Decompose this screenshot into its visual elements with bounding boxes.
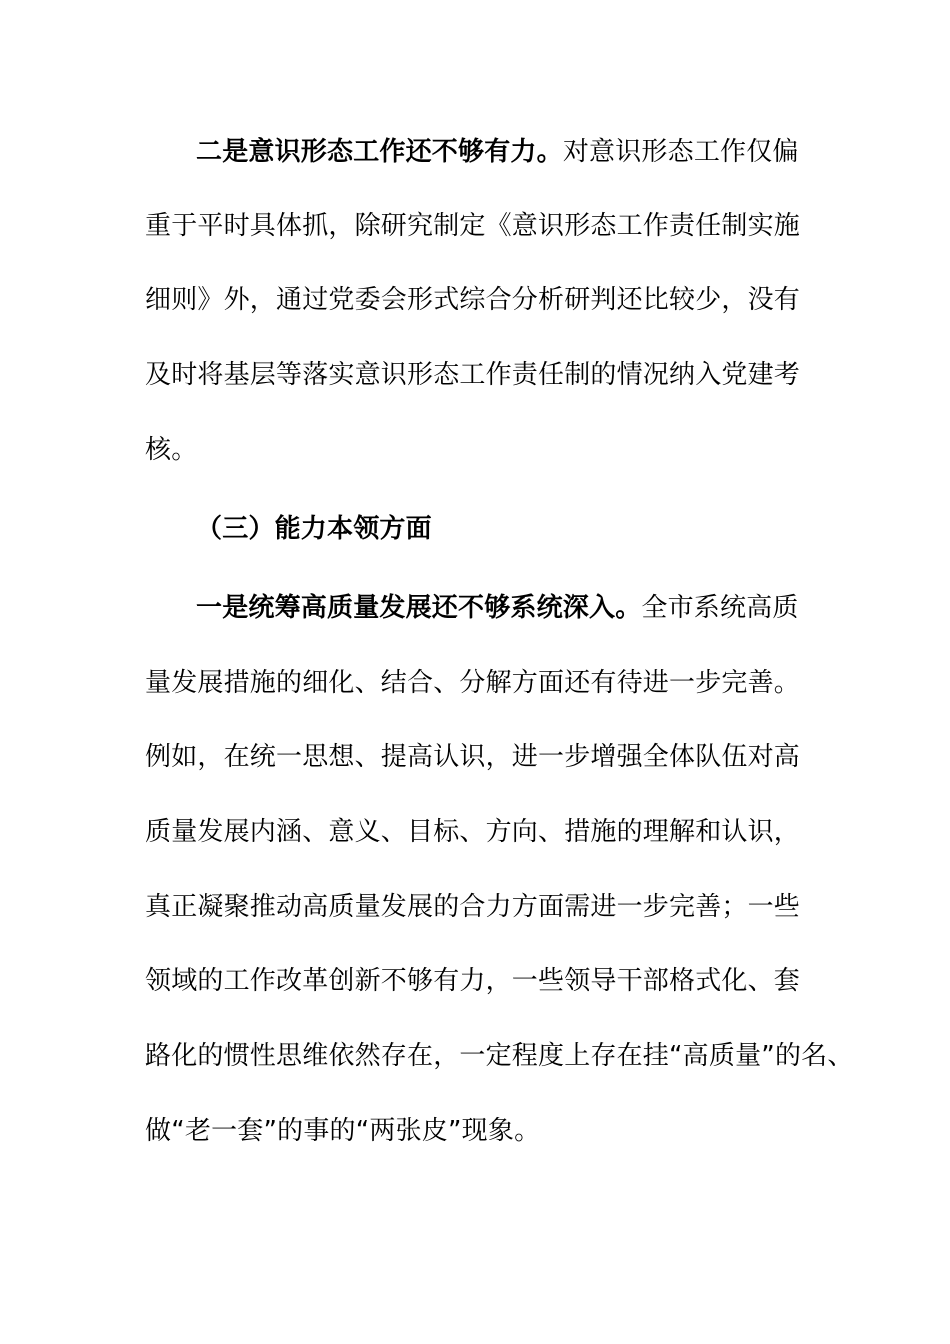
paragraph-2-line-6: 领域的工作改革创新不够有力，一些领导干部格式化、套 bbox=[145, 966, 801, 996]
paragraph-1-line-5: 核。 bbox=[145, 435, 198, 465]
section-heading: （三）能力本领方面 bbox=[196, 514, 432, 544]
paragraph-1-line-1-rest: 对意识形态工作仅偏 bbox=[562, 137, 799, 167]
paragraph-2-line-4: 质量发展内涵、意义、目标、方向、措施的理解和认识， bbox=[145, 817, 801, 847]
paragraph-2-line-8: 做“老一套”的事的“两张皮”现象。 bbox=[145, 1116, 541, 1146]
paragraph-2-line-5: 真正凝聚推动高质量发展的合力方面需进一步完善；一些 bbox=[145, 892, 801, 922]
paragraph-1-line-1 bbox=[196, 132, 886, 172]
paragraph-2-line-1 bbox=[196, 588, 886, 628]
paragraph-1-lead: 二是意识形态工作还不够有力。 bbox=[196, 137, 563, 167]
paragraph-2-line-2: 量发展措施的细化、结合、分解方面还有待进一步完善。 bbox=[145, 668, 801, 698]
paragraph-2-line-7: 路化的惯性思维依然存在，一定程度上存在挂“高质量”的名、 bbox=[145, 1041, 854, 1071]
paragraph-2-line-1-rest: 全市系统高质 bbox=[641, 593, 799, 623]
paragraph-2-lead: 一是统筹高质量发展还不够系统深入。 bbox=[196, 593, 642, 623]
paragraph-1-line-3: 细则》外，通过党委会形式综合分析研判还比较少，没有 bbox=[145, 285, 801, 315]
paragraph-1-line-2: 重于平时具体抓，除研究制定《意识形态工作责任制实施 bbox=[145, 211, 801, 241]
paragraph-1-line-4: 及时将基层等落实意识形态工作责任制的情况纳入党建考 bbox=[145, 360, 801, 390]
paragraph-2-line-3: 例如，在统一思想、提高认识，进一步增强全体队伍对高 bbox=[145, 742, 801, 772]
